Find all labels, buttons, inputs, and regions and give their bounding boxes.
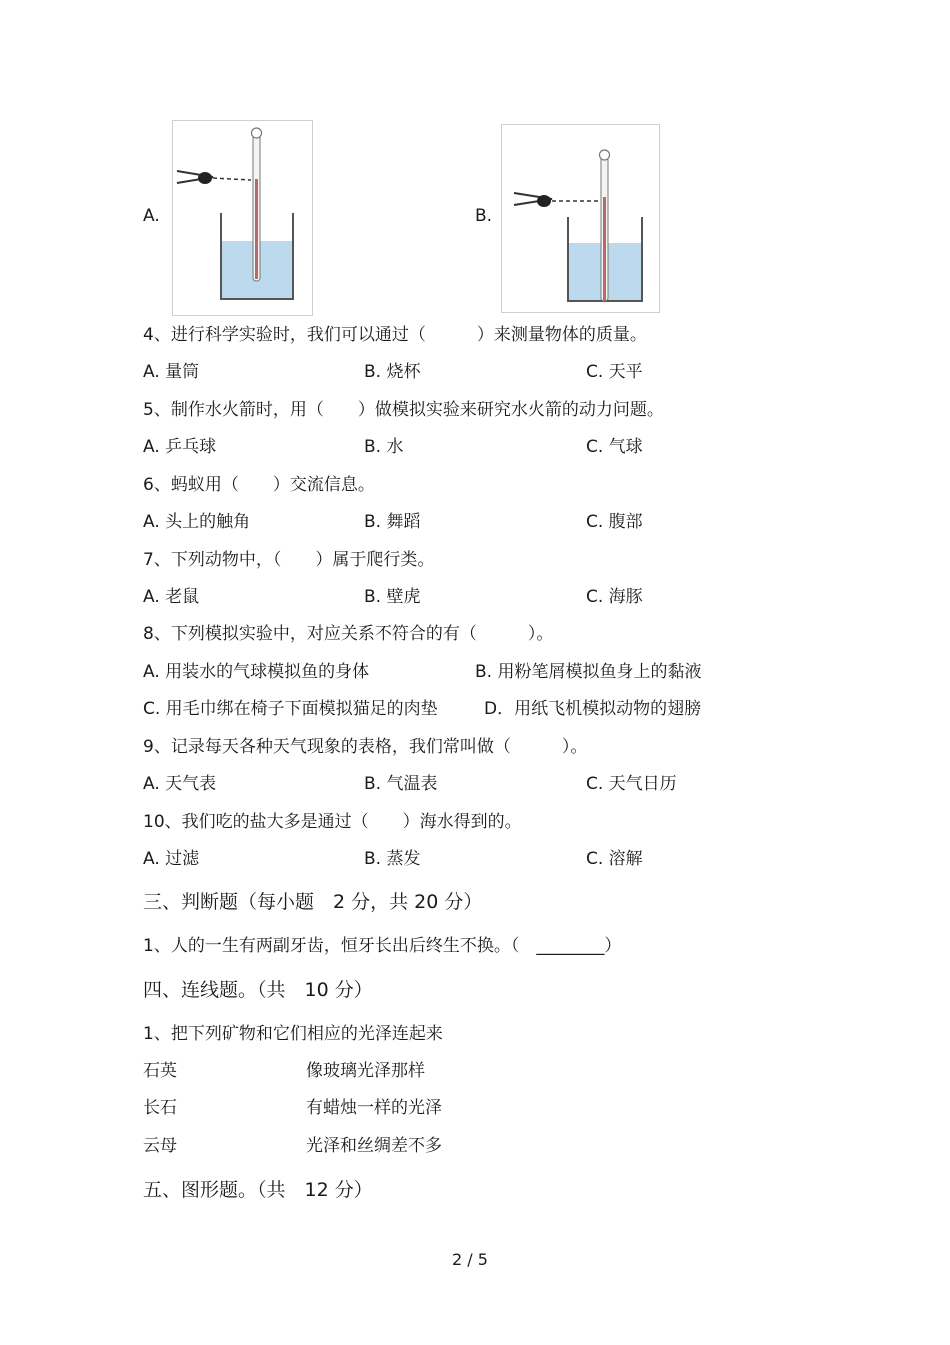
judgment-item: 1、人的一生有两副牙齿，恒牙长出后终生不换。（ ________） — [143, 936, 622, 956]
option-c: C. 溶解 — [586, 849, 643, 869]
option-b: B. 用粉笔屑模拟鱼身上的黏液 — [475, 662, 702, 682]
page-number: 2 / 5 — [452, 1250, 488, 1269]
option-b: B. 烧杯 — [364, 362, 421, 382]
option-a: A. 过滤 — [143, 849, 200, 869]
option-b: B. 气温表 — [364, 774, 438, 794]
option-a: A. 乒乓球 — [143, 437, 217, 457]
luster-item: 像玻璃光泽那样 — [306, 1061, 425, 1081]
option-a: A. 量筒 — [143, 362, 200, 382]
option-c: C. 用毛巾绑在椅子下面模拟猫足的肉垫 — [143, 699, 438, 719]
thermometer-figure-a — [172, 120, 313, 316]
option-d: D．用纸飞机模拟动物的翅膀 — [484, 699, 702, 719]
option-a: A. 头上的触角 — [143, 512, 251, 532]
question-stem: 10、我们吃的盐大多是通过（ ）海水得到的。 — [143, 812, 522, 832]
thermometer-figure-b — [501, 124, 660, 313]
question-stem: 9、记录每天各种天气现象的表格，我们常叫做（ ）。 — [143, 737, 588, 757]
option-c: C. 天平 — [586, 362, 643, 382]
option-b: B. 水 — [364, 437, 404, 457]
option-a: A. 老鼠 — [143, 587, 200, 607]
section-title-matching: 四、连线题。（共 10 分） — [143, 979, 373, 1001]
question-stem: 6、蚂蚁用（ ）交流信息。 — [143, 475, 375, 495]
option-c: C. 天气日历 — [586, 774, 677, 794]
option-b: B. 舞蹈 — [364, 512, 421, 532]
option-c: C. 海豚 — [586, 587, 643, 607]
question-stem: 7、下列动物中，（ ）属于爬行类。 — [143, 550, 435, 570]
figure-b-label: B. — [475, 206, 493, 226]
option-a: A. 天气表 — [143, 774, 217, 794]
question-stem: 5、制作水火箭时，用（ ）做模拟实验来研究水火箭的动力问题。 — [143, 400, 664, 420]
option-b: B. 蒸发 — [364, 849, 421, 869]
luster-item: 光泽和丝绸差不多 — [306, 1136, 442, 1156]
section-title-figure: 五、图形题。（共 12 分） — [143, 1179, 373, 1201]
option-a: A. 用装水的气球模拟鱼的身体 — [143, 662, 370, 682]
option-c: C. 气球 — [586, 437, 643, 457]
option-b: B. 壁虎 — [364, 587, 421, 607]
mineral-item: 长石 — [143, 1098, 177, 1118]
mineral-item: 云母 — [143, 1136, 177, 1156]
mineral-item: 石英 — [143, 1061, 177, 1081]
figure-a-label: A. — [143, 206, 160, 226]
option-c: C. 腹部 — [586, 512, 643, 532]
luster-item: 有蜡烛一样的光泽 — [306, 1098, 442, 1118]
matching-instruction: 1、把下列矿物和它们相应的光泽连起来 — [143, 1024, 443, 1044]
question-stem: 8、下列模拟实验中，对应关系不符合的有（ ）。 — [143, 624, 554, 644]
section-title-judgment: 三、判断题（每小题 2 分，共 20 分） — [143, 891, 483, 913]
question-stem: 4、进行科学实验时，我们可以通过（ ）来测量物体的质量。 — [143, 325, 647, 345]
